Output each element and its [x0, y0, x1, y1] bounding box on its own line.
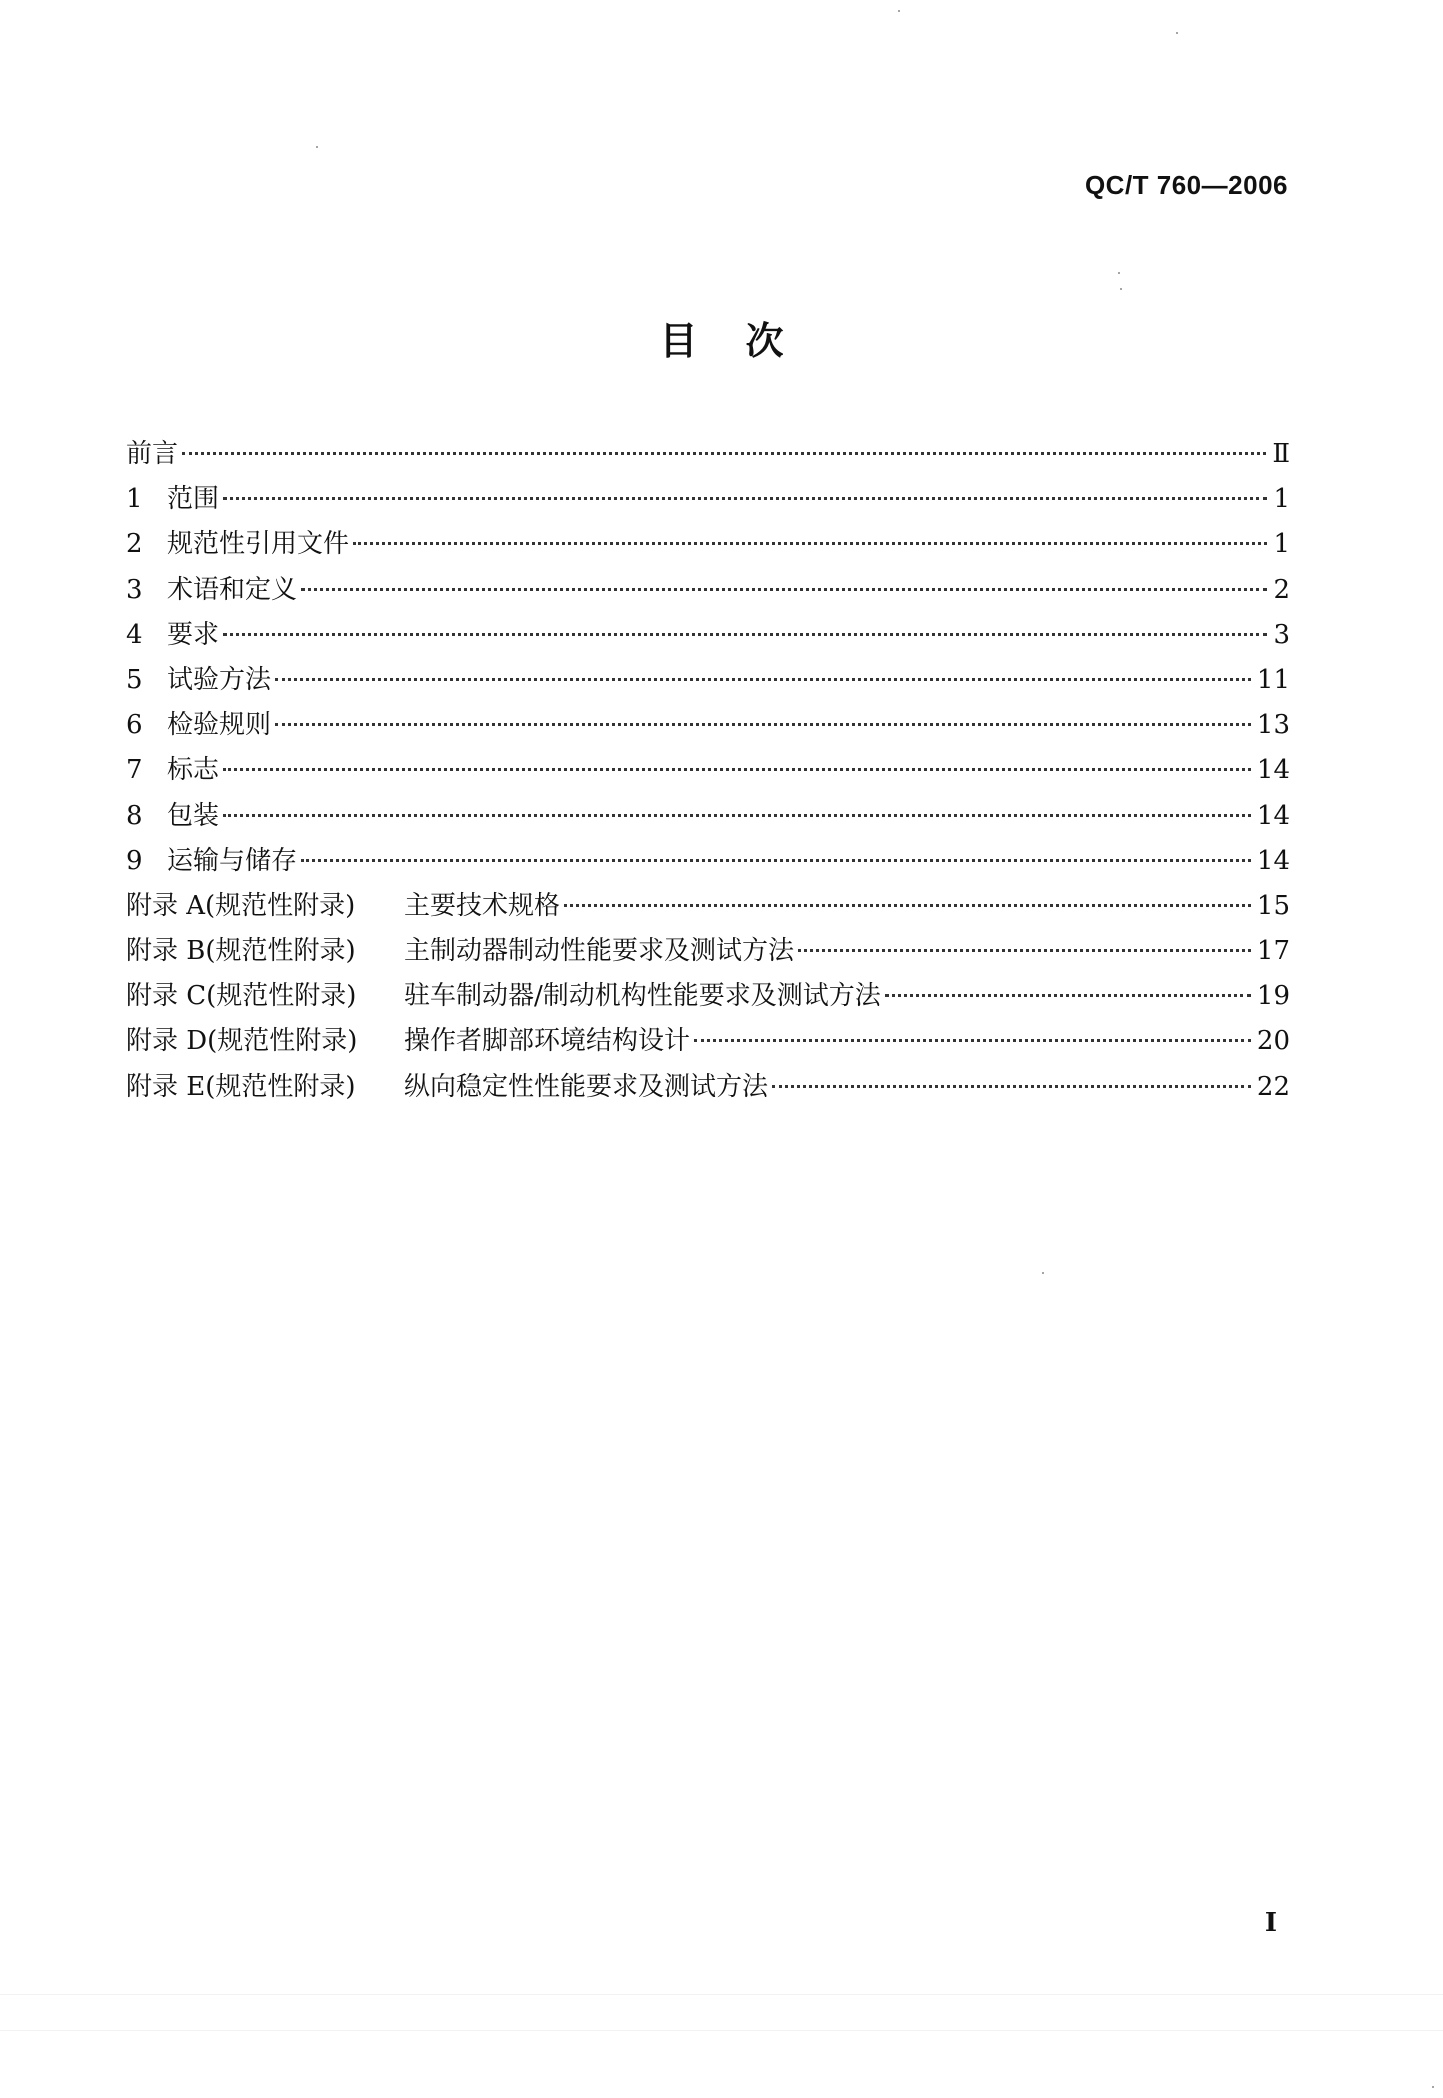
toc-appendix-e[interactable]: [126, 1065, 1290, 1110]
toc-entry-page: 17: [1256, 936, 1290, 967]
toc-appendix-prefix: 附录 E(规范性附录): [126, 1071, 356, 1102]
toc-entry-page: 19: [1256, 981, 1290, 1012]
page-number: I: [1264, 1908, 1277, 1938]
toc-entry-label: 试验方法: [167, 664, 272, 695]
toc-entry-label: 标志: [167, 755, 220, 786]
toc-leader-dots: [275, 723, 1251, 726]
toc-entry-page: 13: [1256, 710, 1290, 741]
toc-leader-dots: [798, 949, 1251, 952]
toc-entry-number: 7: [126, 755, 143, 786]
scan-speck: [1042, 1272, 1044, 1274]
toc-appendix-label: 主制动器制动性能要求及测试方法: [404, 936, 795, 967]
toc-entry-number: 1: [126, 484, 143, 515]
toc-entry-number: 5: [126, 664, 143, 695]
scan-speck: [1432, 2086, 1434, 2088]
scan-line: [0, 2030, 1443, 2031]
toc-entry-page: 15: [1256, 890, 1290, 921]
toc-appendix-prefix: 附录 B(规范性附录): [126, 936, 356, 967]
toc-leader-dots: [223, 768, 1251, 771]
toc-entry-number: 8: [126, 800, 143, 831]
toc-appendix-a[interactable]: [126, 884, 1290, 929]
toc-entry-label: 检验规则: [167, 710, 272, 741]
toc-entry-page: 1: [1273, 484, 1290, 515]
scan-speck: [1118, 272, 1120, 274]
toc-entry-page: 22: [1256, 1071, 1290, 1102]
toc-entry-page: Ⅱ: [1272, 439, 1290, 469]
toc-leader-dots: [301, 588, 1267, 591]
toc-leader-dots: [182, 452, 1266, 455]
scan-line: [0, 1994, 1443, 1995]
toc-leader-dots: [694, 1039, 1251, 1042]
toc-title: 目次: [659, 319, 832, 363]
toc-leader-dots: [223, 633, 1267, 636]
toc-entry-1[interactable]: [126, 477, 1290, 522]
toc-entry-page: 14: [1256, 800, 1290, 831]
toc-entry-9[interactable]: [126, 839, 1290, 884]
toc-entry-page: 1: [1273, 529, 1290, 560]
toc-leader-dots: [353, 542, 1267, 545]
toc-entry-number: 9: [126, 845, 143, 876]
toc-entry-2[interactable]: [126, 522, 1290, 567]
toc-entry-3[interactable]: [126, 568, 1290, 613]
toc-entry-8[interactable]: [126, 794, 1290, 839]
document-code: QC/T 760—2006: [1084, 170, 1288, 200]
toc-appendix-prefix: 附录 A(规范性附录): [126, 890, 356, 921]
toc-entry-number: 6: [126, 710, 143, 741]
toc-entry-label: 包装: [167, 800, 220, 831]
toc-appendix-label: 纵向稳定性性能要求及测试方法: [404, 1071, 769, 1102]
toc-leader-dots: [564, 904, 1251, 907]
toc-entry-label: 术语和定义: [167, 574, 298, 605]
toc-entry-page: 11: [1256, 664, 1290, 695]
toc-entry-page: 3: [1273, 619, 1290, 650]
toc-entry-7[interactable]: [126, 748, 1290, 793]
toc-entry-number: 3: [126, 574, 143, 605]
toc-entry-label: 运输与储存: [167, 845, 298, 876]
toc-appendix-b[interactable]: [126, 929, 1290, 974]
scan-speck: [316, 146, 318, 148]
toc-entry-label: 要求: [167, 619, 220, 650]
toc-leader-dots: [885, 994, 1251, 997]
toc-entry-label: 范围: [167, 484, 220, 515]
toc-entry-page: 14: [1256, 845, 1290, 876]
scan-speck: [898, 10, 900, 12]
toc-entry-label: 前言: [126, 439, 179, 469]
toc-entry-page: 14: [1256, 755, 1290, 786]
toc-entry-5[interactable]: [126, 658, 1290, 703]
table-of-contents: [126, 432, 1290, 1110]
scan-speck: [1176, 32, 1178, 34]
toc-appendix-prefix: 附录 C(规范性附录): [126, 981, 357, 1012]
toc-entry-4[interactable]: [126, 613, 1290, 658]
toc-leader-dots: [275, 678, 1251, 681]
toc-entry-number: 2: [126, 529, 143, 560]
toc-entry-page: 2: [1273, 574, 1290, 605]
toc-appendix-d[interactable]: [126, 1019, 1290, 1064]
toc-entry-page: 20: [1256, 1026, 1290, 1057]
toc-entry-foreword[interactable]: [126, 432, 1290, 477]
toc-appendix-prefix: 附录 D(规范性附录): [126, 1026, 358, 1057]
toc-leader-dots: [301, 859, 1251, 862]
toc-entry-number: 4: [126, 619, 143, 650]
toc-appendix-c[interactable]: [126, 974, 1290, 1019]
toc-entry-label: 规范性引用文件: [167, 529, 350, 560]
scan-speck: [1120, 288, 1122, 290]
toc-appendix-label: 操作者脚部环境结构设计: [404, 1026, 691, 1057]
toc-leader-dots: [223, 497, 1267, 500]
toc-appendix-label: 驻车制动器/制动机构性能要求及测试方法: [404, 981, 881, 1012]
toc-appendix-label: 主要技术规格: [404, 890, 561, 921]
toc-entry-6[interactable]: [126, 703, 1290, 748]
toc-leader-dots: [223, 814, 1251, 817]
toc-leader-dots: [772, 1085, 1251, 1088]
